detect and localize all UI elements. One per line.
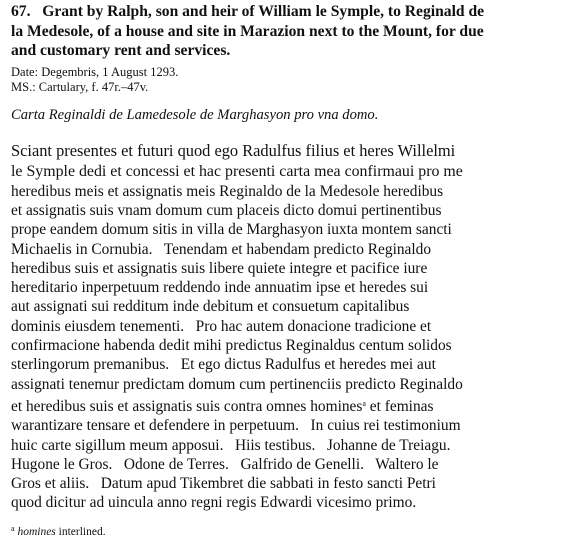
footnote: [11, 522, 106, 539]
footnote-reference: a: [362, 398, 366, 408]
text-line-part: et heredibus suis et assignatis suis contra omnes homines: [11, 397, 363, 415]
entry-heading: [11, 2, 571, 61]
text-line: le Symple dedi et concessi et hac presenti carta mea confirmaui pro me: [11, 162, 463, 180]
manuscript-line: MS.: Cartulary, f. 47r.–47v.: [11, 79, 149, 94]
entry-metadata: [11, 65, 178, 94]
text-line: heredibus suis et assignatis suis libere quiete integre et pacifice iure: [11, 259, 428, 277]
text-line: dominis eiusdem tenementi. Pro hac autem donacione tradicione et: [11, 317, 432, 335]
text-line: hereditario inperpetuum reddendo inde annuatim ipse et heredes sui: [11, 279, 429, 297]
footnote-word: homines: [17, 526, 56, 538]
text-line: confirmacione habenda dedit mihi predictus Reginaldus centum solidos: [11, 337, 452, 355]
text-line-part: et feminas: [365, 397, 434, 415]
text-line: [11, 394, 571, 416]
text-line: quod dicitur ad uincula anno regni regis Edwardi vicesimo primo.: [11, 494, 417, 512]
heading-line: la Medesole, of a house and site in Marazion next to the Mount, for due: [11, 22, 484, 40]
text-line: prope eandem domum sitis in villa de Marghasyon iuxta montem sancti: [11, 221, 452, 239]
charter-title: Carta Reginaldi de Lamedesole de Marghasyon pro vna domo.: [11, 107, 379, 123]
date-line: Date: Degembris, 1 August 1293.: [11, 65, 179, 79]
text-line: Hugone le Gros. Odone de Terres. Galfrido de Genelli. Waltero le: [11, 455, 439, 473]
text-line: assignati tenemur predictam domum cum pertinenciis predicto Reginaldo: [11, 375, 463, 393]
heading-line: and customary rent and services.: [11, 42, 231, 59]
footnote-mark: a: [11, 524, 15, 533]
text-line: Gros et aliis. Datum apud Tikembret die sabbati in festo sancti Petri: [11, 475, 436, 493]
text-line: heredibus meis et assignatis meis Reginaldo de la Medesole heredibus: [11, 182, 444, 200]
footnote-text: interlined.: [55, 526, 106, 538]
heading-line: 67. Grant by Ralph, son and heir of William le Symple, to Reginald de: [11, 3, 485, 20]
text-line: aut assignati sui redditum inde debitum et consuetum capitalibus: [11, 298, 410, 316]
text-line: et assignatis suis vnam domum cum placeis dicto domui pertinentibus: [11, 202, 442, 219]
text-line: Michaelis in Cornubia. Tenendam et habendam predicto Reginaldo: [11, 240, 432, 258]
text-line: sterlingorum premanibus. Et ego dictus Radulfus et heredes mei aut: [11, 356, 436, 374]
charter-text: [11, 140, 571, 513]
text-line: Sciant presentes et futuri quod ego Radulfus filius et heres Willelmi: [11, 141, 456, 160]
text-line: huic carte sigillum meum apposui. Hiis testibus. Johanne de Treiagu.: [11, 436, 451, 454]
text-line: warantizare tensare et defendere in perpetuum. In cuius rei testimonium: [11, 417, 461, 435]
